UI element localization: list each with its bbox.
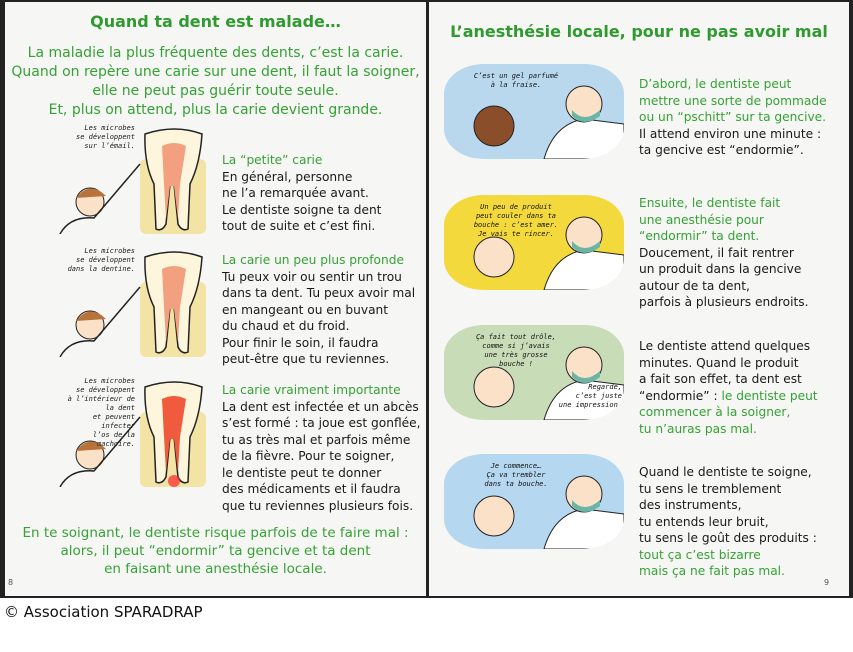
speech-bubble xyxy=(55,377,135,449)
comic-panel xyxy=(444,454,624,549)
section-heading: La carie vraiment importante xyxy=(222,383,401,397)
speech-line: à la fraise. xyxy=(490,81,542,89)
speech-bubble xyxy=(466,333,566,369)
body-line: Il attend environ une minute : xyxy=(639,126,822,141)
carie-section-text xyxy=(222,382,421,514)
speech-line: une très grosse xyxy=(484,351,548,359)
speech-line: se développent xyxy=(75,256,135,264)
highlight-line: ou un “pschitt” sur ta gencive. xyxy=(639,110,827,124)
carie-section-text xyxy=(222,152,381,235)
speech-bubble-reply xyxy=(552,383,622,410)
speech-line: Je commence… xyxy=(490,462,542,470)
body-line: La dent est infectée et un abcès xyxy=(222,399,419,414)
speech-line: comme si j’avais xyxy=(482,342,550,350)
speech-line: bouche ! xyxy=(499,360,533,368)
comic-panel xyxy=(444,64,624,159)
speech-bubble xyxy=(466,72,566,90)
body-line: a fait son effet, ta dent est xyxy=(639,372,802,386)
copyright-notice: © Association SPARADRAP xyxy=(4,603,203,621)
body-line: tout de suite et c’est fini. xyxy=(222,219,376,233)
speech-line: dans ta bouche. xyxy=(484,480,548,488)
highlight-line: mettre une sorte de pommade xyxy=(639,93,827,108)
body-line: Le dentiste attend quelques xyxy=(639,339,811,353)
speech-line: se développent xyxy=(75,133,135,141)
body-line: des médicaments et il faudra xyxy=(222,482,401,496)
body-line: Quand le dentiste te soigne, xyxy=(639,465,812,479)
body-line: que tu reviennes plusieurs fois. xyxy=(222,498,414,513)
comic-panel xyxy=(444,195,624,290)
body-line: s’est formé : ta joue est gonflée, xyxy=(222,416,421,430)
intro-line: Et, plus on attend, plus la carie devient grande. xyxy=(48,102,383,118)
speech-bubble xyxy=(55,124,135,151)
speech-line: et peuvent infecter xyxy=(92,413,135,430)
intro-line: Quand on repère une carie sur une dent, il faut la soigner, xyxy=(11,64,420,80)
body-line: tu sens le tremblement xyxy=(639,481,782,496)
speech-bubble xyxy=(55,247,135,274)
body-line: minutes. Quand le produit xyxy=(639,355,799,370)
highlight-line: “endormir” ta dent. xyxy=(639,229,760,243)
panel-text xyxy=(639,195,809,311)
body-line: En général, personne xyxy=(222,169,353,184)
highlight-line: tout ça c’est bizarre xyxy=(639,547,761,562)
page-title: L’anesthésie locale, pour ne pas avoir mal xyxy=(450,22,828,41)
highlight-line: Ensuite, le dentiste fait xyxy=(639,196,781,210)
conclusion-line: En te soignant, le dentiste risque parfois de te faire mal : xyxy=(22,525,409,541)
speech-line: C’est un gel parfumé xyxy=(473,72,559,80)
speech-line: se développent xyxy=(75,386,135,394)
highlight-line: une anesthésie pour xyxy=(639,212,764,227)
speech-line: Ça va trembler xyxy=(486,471,546,479)
body-line: Doucement, il fait rentrer xyxy=(639,245,794,260)
highlight-line: D’abord, le dentiste peut xyxy=(639,77,792,91)
body-line: parfois à plusieurs endroits. xyxy=(639,295,809,309)
speech-line: bouche : c’est amer. xyxy=(473,221,559,229)
speech-line: c’est juste xyxy=(575,392,622,400)
highlight-line: tu n’auras pas mal. xyxy=(639,421,757,436)
body-line: tu entends leur bruit, xyxy=(639,514,769,529)
conclusion-line: alors, il peut “endormir” ta gencive et ta dent xyxy=(60,543,371,559)
highlight-text: le dentiste peut xyxy=(721,388,818,403)
body-line: dans ta dent. Tu peux avoir mal xyxy=(222,286,416,300)
speech-line: Les microbes xyxy=(84,247,135,255)
speech-line: Je vais te rincer. xyxy=(478,230,554,238)
body-line: Pour finir le soin, il faudra xyxy=(222,335,379,350)
speech-line: Les microbes xyxy=(84,124,135,132)
comic-panel xyxy=(444,325,624,420)
speech-line: peut couler dans ta xyxy=(475,212,557,220)
intro-text xyxy=(5,44,426,120)
speech-bubble xyxy=(466,203,566,239)
section-heading: La “petite” carie xyxy=(222,153,323,167)
speech-line: Un peu de produit xyxy=(480,203,552,211)
speech-line: sur l’émail. xyxy=(84,142,135,150)
body-text: “endormie” : xyxy=(639,388,722,403)
body-line: de la fièvre. Pour te soigner, xyxy=(222,449,395,463)
intro-line: elle ne peut pas guérir toute seule. xyxy=(92,83,339,99)
section-heading: La carie un peu plus profonde xyxy=(222,253,404,267)
panel-text xyxy=(639,338,818,437)
page-right xyxy=(429,2,849,596)
tooth-illustration xyxy=(50,247,210,357)
body-line: tu sens le goût des produits : xyxy=(639,531,817,545)
speech-line: dans la dentine. xyxy=(67,265,135,273)
speech-line: Regarde, xyxy=(588,383,622,391)
body-line: autour de ta dent, xyxy=(639,278,750,293)
speech-line: Ça fait tout drôle, xyxy=(475,333,557,341)
conclusion-line: en faisant une anesthésie locale. xyxy=(104,561,327,577)
panel-text xyxy=(639,464,817,580)
speech-line: l’os de la machoire. xyxy=(92,431,135,448)
page-left xyxy=(5,2,426,596)
body-line: du chaud et du froid. xyxy=(222,319,350,333)
body-line: le dentiste peut te donner xyxy=(222,465,382,480)
page-title: Quand ta dent est malade… xyxy=(90,12,341,31)
body-line: peut-être que tu reviennes. xyxy=(222,352,390,366)
highlight-line: commencer à la soigner, xyxy=(639,405,791,419)
conclusion-text xyxy=(5,524,426,578)
page-number: 8 xyxy=(8,578,14,587)
speech-line: à l’intérieur de la dent xyxy=(67,395,135,412)
body-line: Le dentiste soigne ta dent xyxy=(222,202,382,217)
panel-text xyxy=(639,76,827,159)
body-line: en mangeant ou en buvant xyxy=(222,302,389,317)
page-number: 9 xyxy=(824,578,830,587)
intro-line: La maladie la plus fréquente des dents, c’est la carie. xyxy=(27,45,404,61)
tooth-illustration xyxy=(50,377,210,487)
body-line: ta gencive est “endormie”. xyxy=(639,143,804,157)
body-line: des instruments, xyxy=(639,498,742,512)
body-line: Tu peux voir ou sentir un trou xyxy=(222,269,402,284)
body-line: un produit dans la gencive xyxy=(639,262,802,276)
highlight-line: mais ça ne fait pas mal. xyxy=(639,564,785,578)
speech-line: une impression. xyxy=(558,401,622,409)
body-line: ne l’a remarquée avant. xyxy=(222,186,369,200)
carie-section-text xyxy=(222,252,415,368)
body-line: tu as très mal et parfois même xyxy=(222,432,411,447)
body-line xyxy=(639,388,818,405)
tooth-illustration xyxy=(50,124,210,234)
speech-line: Les microbes xyxy=(84,377,135,385)
speech-bubble xyxy=(466,462,566,489)
